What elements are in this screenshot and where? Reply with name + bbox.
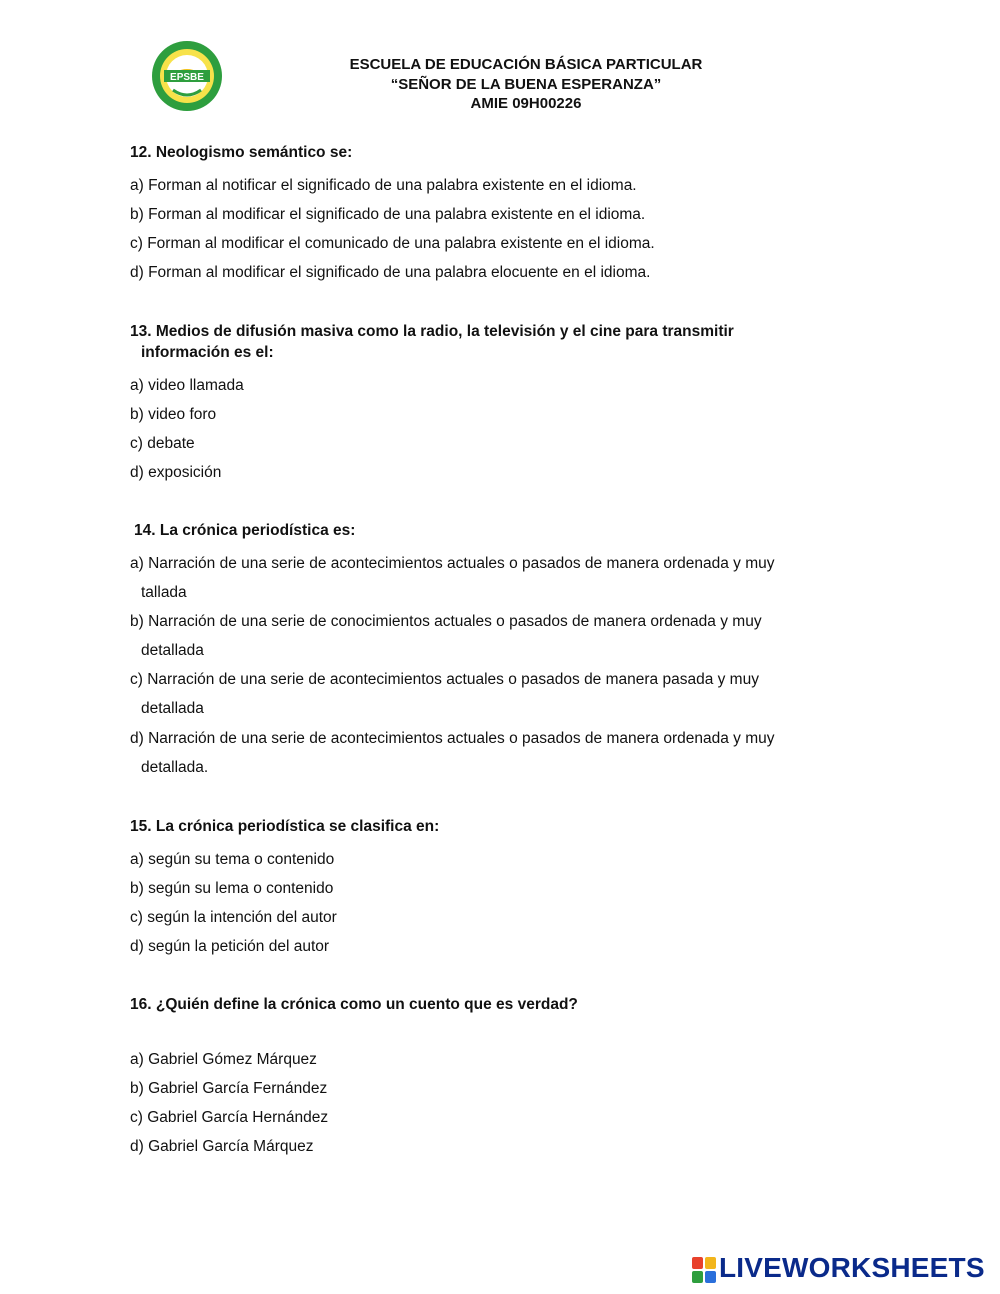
- amie-code: AMIE 09H00226: [470, 95, 582, 112]
- answer-option[interactable]: b) video foro: [130, 406, 217, 423]
- answer-option[interactable]: b) según su lema o contenido: [130, 880, 334, 897]
- answer-option-line: c) Narración de una serie de acontecimientos actuales o pasados de manera pasada y muy: [130, 671, 759, 688]
- answer-option-line: tallada: [141, 584, 187, 601]
- question-title: 14. La crónica periodística es:: [134, 522, 356, 539]
- liveworksheets-icon: [692, 1257, 716, 1283]
- question-title: 15. La crónica periodística se clasifica en:: [130, 818, 440, 835]
- school-logo: [151, 40, 223, 112]
- answer-option[interactable]: d) exposición: [130, 464, 222, 481]
- answer-option[interactable]: c) Gabriel García Hernández: [130, 1109, 329, 1126]
- liveworksheets-brand: LIVEWORKSHEETS: [719, 1252, 985, 1283]
- answer-option[interactable]: d) según la petición del autor: [130, 938, 330, 955]
- answer-option[interactable]: a) Forman al notificar el significado de una palabra existente en el idioma.: [130, 177, 637, 194]
- question-title-line: 13. Medios de difusión masiva como la radio, la televisión y el cine para transmitir: [130, 323, 734, 340]
- answer-option-line: detallada: [141, 700, 204, 717]
- logo-text: EPSBE: [170, 72, 204, 83]
- school-title: ESCUELA DE EDUCACIÓN BÁSICA PARTICULAR: [349, 56, 703, 73]
- answer-option[interactable]: [130, 665, 759, 723]
- answer-option[interactable]: c) debate: [130, 435, 195, 452]
- answer-option[interactable]: [130, 724, 775, 782]
- question-title: [130, 321, 734, 363]
- school-name: “SEÑOR DE LA BUENA ESPERANZA”: [390, 75, 662, 93]
- answer-option[interactable]: a) Gabriel Gómez Márquez: [130, 1051, 317, 1068]
- answer-option-line: detallada.: [141, 759, 209, 776]
- answer-option-line: d) Narración de una serie de acontecimientos actuales o pasados de manera ordenada y muy: [130, 730, 775, 747]
- answer-option[interactable]: [130, 549, 775, 607]
- answer-option[interactable]: c) según la intención del autor: [130, 909, 337, 926]
- answer-option[interactable]: d) Forman al modificar el significado de una palabra elocuente en el idioma.: [130, 264, 651, 281]
- question-title: 16. ¿Quién define la crónica como un cuento que es verdad?: [130, 996, 578, 1013]
- answer-option[interactable]: [130, 607, 762, 665]
- answer-option[interactable]: d) Gabriel García Márquez: [130, 1138, 314, 1155]
- answer-option[interactable]: b) Forman al modificar el significado de una palabra existente en el idioma.: [130, 206, 646, 223]
- answer-option[interactable]: c) Forman al modificar el comunicado de una palabra existente en el idioma.: [130, 235, 655, 252]
- answer-option[interactable]: b) Gabriel García Fernández: [130, 1080, 328, 1097]
- answer-option[interactable]: a) según su tema o contenido: [130, 851, 335, 868]
- question-title-line: información es el:: [141, 344, 274, 361]
- question-title: 12. Neologismo semántico se:: [130, 144, 353, 161]
- school-header: [250, 55, 802, 114]
- answer-option-line: a) Narración de una serie de acontecimientos actuales o pasados de manera ordenada y muy: [130, 555, 775, 572]
- answer-option-line: detallada: [141, 642, 204, 659]
- answer-option-line: b) Narración de una serie de conocimientos actuales o pasados de manera ordenada y muy: [130, 613, 762, 630]
- answer-option[interactable]: a) video llamada: [130, 377, 244, 394]
